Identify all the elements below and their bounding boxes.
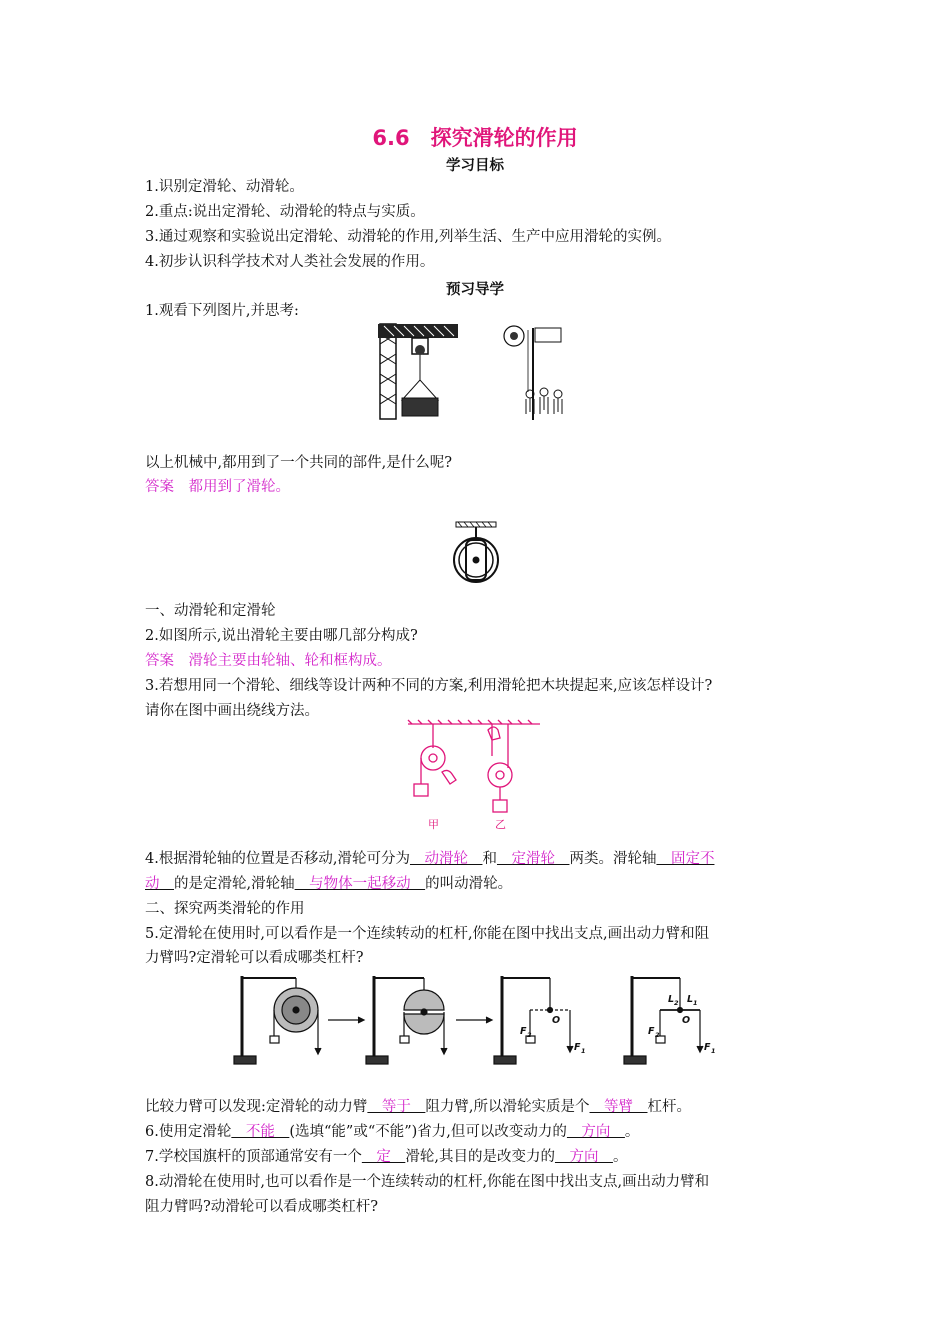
- question-5-cont: 力臂吗?定滑轮可以看成哪类杠杆?: [145, 950, 364, 966]
- compare-line: 比较力臂可以发现:定滑轮的动力臂 等于 阻力臂,所以滑轮实质是个 等臂 杠杆。: [145, 1099, 691, 1115]
- goals-heading: 学习目标: [446, 158, 504, 174]
- force-subscript: 1: [581, 1047, 586, 1055]
- question-2: 2.如图所示,说出滑轮主要由哪几部分构成?: [145, 628, 418, 644]
- fulcrum-label: O: [682, 1015, 691, 1026]
- fulcrum-label: O: [552, 1015, 561, 1026]
- question-3-cont: 请你在图中画出绕线方法。: [145, 703, 319, 719]
- question-6: 6.使用定滑轮 不能 (选填“能”或“不能”)省力,但可以改变动力的 方向 。: [145, 1124, 640, 1140]
- question-1-text: 以上机械中,都用到了一个共同的部件,是什么呢?: [145, 455, 452, 471]
- fixed-pulley-lever-figure: [228, 970, 728, 1066]
- force-label: F: [648, 1026, 655, 1037]
- figure-label-jia: 甲: [428, 818, 439, 831]
- crane-flagpole-figure: [378, 322, 588, 422]
- question-3: 3.若想用同一个滑轮、细线等设计两种不同的方案,利用滑轮把木块提起来,应该怎样设计?: [145, 678, 713, 694]
- crane-icon: [378, 324, 458, 419]
- part-1-title: 一、动滑轮和定滑轮: [145, 603, 276, 619]
- question-8-cont: 阻力臂吗?动滑轮可以看成哪类杠杆?: [145, 1199, 379, 1215]
- force-subscript: 1: [711, 1047, 716, 1055]
- force-label: F: [520, 1026, 527, 1037]
- answer-2: 答案 滑轮主要由轮轴、轮和框构成。: [145, 653, 392, 669]
- arm-label: L: [668, 994, 675, 1005]
- goal-item: 1.识别定滑轮、动滑轮。: [145, 179, 304, 195]
- goal-item: 4.初步认识科学技术对人类社会发展的作用。: [145, 254, 435, 270]
- figure-label-yi: 乙: [495, 818, 506, 831]
- pulley-structure-figure: [448, 522, 504, 588]
- force-subscript: 2: [527, 1031, 532, 1039]
- question-4: 4.根据滑轮轴的位置是否移动,滑轮可分为 动滑轮 和 定滑轮 两类。滑轮轴 固定不: [145, 851, 715, 867]
- force-label: F: [574, 1042, 581, 1053]
- goal-item: 3.通过观察和实验说出定滑轮、动滑轮的作用,列举生活、生产中应用滑轮的实例。: [145, 229, 671, 245]
- part-2-title: 二、探究两类滑轮的作用: [145, 901, 305, 917]
- question-5: 5.定滑轮在使用时,可以看作是一个连续转动的杠杆,你能在图中找出支点,画出动力臂和阻: [145, 926, 710, 942]
- arm-label: L: [687, 994, 694, 1005]
- question-7: 7.学校国旗杆的顶部通常安有一个 定 滑轮,其目的是改变力的 方向 。: [145, 1149, 628, 1165]
- preview-heading: 预习导学: [446, 282, 504, 298]
- force-subscript: 2: [655, 1031, 660, 1039]
- force-label: F: [704, 1042, 711, 1053]
- flagpole-icon: [504, 326, 562, 420]
- question-1: 1.观看下列图片,并思考:: [145, 303, 299, 319]
- goal-item: 2.重点:说出定滑轮、动滑轮的特点与实质。: [145, 204, 425, 220]
- page-title: 6.6 探究滑轮的作用: [372, 126, 578, 150]
- pulley-design-figure: [408, 720, 542, 836]
- answer-1: 答案 都用到了滑轮。: [145, 479, 290, 495]
- arm-subscript: 2: [674, 999, 679, 1007]
- question-4-cont: 动 的是定滑轮,滑轮轴 与物体一起移动 的叫动滑轮。: [145, 876, 513, 892]
- question-8: 8.动滑轮在使用时,也可以看作是一个连续转动的杠杆,你能在图中找出支点,画出动力臂和: [145, 1174, 710, 1190]
- arm-subscript: 1: [693, 999, 698, 1007]
